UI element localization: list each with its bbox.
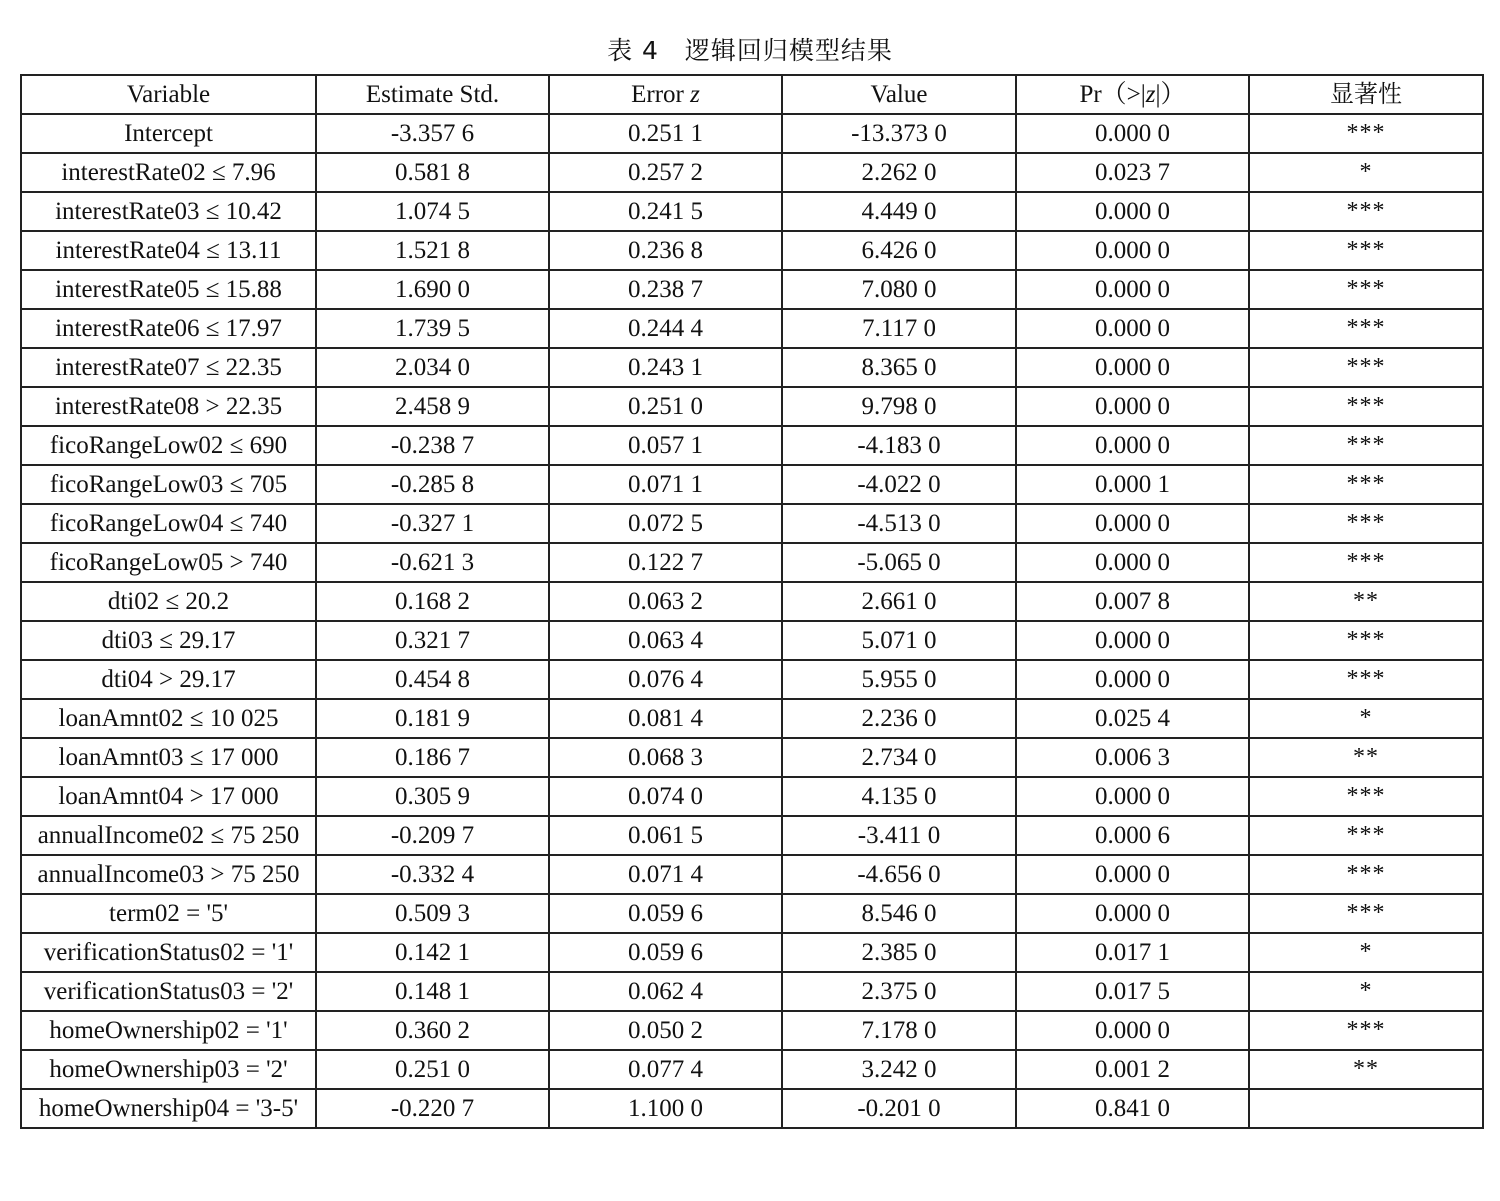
cell-significance: *** bbox=[1249, 543, 1483, 582]
cell-z-value: 2.375 0 bbox=[782, 972, 1016, 1011]
cell-std-error: 0.238 7 bbox=[549, 270, 782, 309]
cell-variable: ficoRangeLow02 ≤ 690 bbox=[21, 426, 316, 465]
cell-p-value: 0.000 0 bbox=[1016, 309, 1249, 348]
table-row bbox=[21, 387, 1483, 426]
table-row bbox=[21, 738, 1483, 777]
cell-estimate: -0.332 4 bbox=[316, 855, 549, 894]
cell-variable: interestRate05 ≤ 15.88 bbox=[21, 270, 316, 309]
table-row bbox=[21, 309, 1483, 348]
cell-std-error: 0.063 4 bbox=[549, 621, 782, 660]
cell-estimate: 2.034 0 bbox=[316, 348, 549, 387]
cell-p-value: 0.000 0 bbox=[1016, 621, 1249, 660]
cell-std-error: 0.236 8 bbox=[549, 231, 782, 270]
cell-variable: ficoRangeLow05 > 740 bbox=[21, 543, 316, 582]
header-row bbox=[21, 75, 1483, 114]
cell-variable: term02 = '5' bbox=[21, 894, 316, 933]
cell-p-value: 0.000 0 bbox=[1016, 543, 1249, 582]
cell-variable: interestRate08 > 22.35 bbox=[21, 387, 316, 426]
cell-variable: dti03 ≤ 29.17 bbox=[21, 621, 316, 660]
cell-std-error: 0.081 4 bbox=[549, 699, 782, 738]
cell-z-value: 2.236 0 bbox=[782, 699, 1016, 738]
cell-variable: Intercept bbox=[21, 114, 316, 153]
cell-std-error: 0.071 1 bbox=[549, 465, 782, 504]
cell-significance: *** bbox=[1249, 621, 1483, 660]
cell-z-value: -4.656 0 bbox=[782, 855, 1016, 894]
table-row bbox=[21, 465, 1483, 504]
cell-p-value: 0.000 0 bbox=[1016, 114, 1249, 153]
cell-std-error: 0.063 2 bbox=[549, 582, 782, 621]
cell-p-value: 0.006 3 bbox=[1016, 738, 1249, 777]
cell-p-value: 0.000 6 bbox=[1016, 816, 1249, 855]
cell-p-value: 0.000 0 bbox=[1016, 504, 1249, 543]
cell-p-value: 0.007 8 bbox=[1016, 582, 1249, 621]
cell-std-error: 0.057 1 bbox=[549, 426, 782, 465]
cell-estimate: 0.186 7 bbox=[316, 738, 549, 777]
cell-p-value: 0.000 0 bbox=[1016, 348, 1249, 387]
cell-std-error: 0.059 6 bbox=[549, 894, 782, 933]
cell-significance: * bbox=[1249, 972, 1483, 1011]
cell-std-error: 1.100 0 bbox=[549, 1089, 782, 1128]
cell-std-error: 0.068 3 bbox=[549, 738, 782, 777]
cell-significance: *** bbox=[1249, 855, 1483, 894]
cell-variable: loanAmnt04 > 17 000 bbox=[21, 777, 316, 816]
cell-z-value: 6.426 0 bbox=[782, 231, 1016, 270]
cell-std-error: 0.243 1 bbox=[549, 348, 782, 387]
cell-std-error: 0.050 2 bbox=[549, 1011, 782, 1050]
cell-significance: * bbox=[1249, 153, 1483, 192]
cell-z-value: 8.365 0 bbox=[782, 348, 1016, 387]
cell-p-value: 0.841 0 bbox=[1016, 1089, 1249, 1128]
cell-significance: *** bbox=[1249, 1011, 1483, 1050]
cell-variable: annualIncome02 ≤ 75 250 bbox=[21, 816, 316, 855]
cell-estimate: -0.220 7 bbox=[316, 1089, 549, 1128]
cell-significance: *** bbox=[1249, 777, 1483, 816]
cell-variable: dti04 > 29.17 bbox=[21, 660, 316, 699]
cell-variable: homeOwnership02 = '1' bbox=[21, 1011, 316, 1050]
cell-p-value: 0.000 0 bbox=[1016, 855, 1249, 894]
cell-significance: *** bbox=[1249, 426, 1483, 465]
cell-std-error: 0.241 5 bbox=[549, 192, 782, 231]
cell-variable: verificationStatus03 = '2' bbox=[21, 972, 316, 1011]
cell-variable: homeOwnership03 = '2' bbox=[21, 1050, 316, 1089]
cell-p-value: 0.000 0 bbox=[1016, 777, 1249, 816]
cell-z-value: 7.080 0 bbox=[782, 270, 1016, 309]
cell-variable: interestRate04 ≤ 13.11 bbox=[21, 231, 316, 270]
cell-z-value: 7.117 0 bbox=[782, 309, 1016, 348]
table-row bbox=[21, 621, 1483, 660]
cell-significance: * bbox=[1249, 933, 1483, 972]
cell-estimate: -0.327 1 bbox=[316, 504, 549, 543]
table-body bbox=[21, 114, 1483, 1128]
table-row bbox=[21, 153, 1483, 192]
header-error-z-symbol: z bbox=[690, 81, 700, 108]
table-row bbox=[21, 543, 1483, 582]
table-row bbox=[21, 192, 1483, 231]
cell-estimate: -0.209 7 bbox=[316, 816, 549, 855]
header-pr bbox=[1016, 75, 1249, 114]
cell-z-value: 9.798 0 bbox=[782, 387, 1016, 426]
table-row bbox=[21, 777, 1483, 816]
cell-significance: *** bbox=[1249, 894, 1483, 933]
cell-estimate: -3.357 6 bbox=[316, 114, 549, 153]
cell-significance: *** bbox=[1249, 387, 1483, 426]
cell-z-value: 7.178 0 bbox=[782, 1011, 1016, 1050]
cell-z-value: 3.242 0 bbox=[782, 1050, 1016, 1089]
cell-significance: ** bbox=[1249, 582, 1483, 621]
cell-std-error: 0.062 4 bbox=[549, 972, 782, 1011]
regression-results-table bbox=[20, 74, 1484, 1129]
cell-std-error: 0.257 2 bbox=[549, 153, 782, 192]
cell-p-value: 0.001 2 bbox=[1016, 1050, 1249, 1089]
table-row bbox=[21, 504, 1483, 543]
cell-significance: ** bbox=[1249, 738, 1483, 777]
cell-variable: verificationStatus02 = '1' bbox=[21, 933, 316, 972]
cell-p-value: 0.000 0 bbox=[1016, 426, 1249, 465]
header-error-z bbox=[549, 75, 782, 114]
cell-estimate: -0.238 7 bbox=[316, 426, 549, 465]
cell-std-error: 0.072 5 bbox=[549, 504, 782, 543]
cell-estimate: 0.251 0 bbox=[316, 1050, 549, 1089]
cell-z-value: -13.373 0 bbox=[782, 114, 1016, 153]
cell-p-value: 0.000 1 bbox=[1016, 465, 1249, 504]
table-row bbox=[21, 114, 1483, 153]
cell-p-value: 0.000 0 bbox=[1016, 231, 1249, 270]
cell-variable: dti02 ≤ 20.2 bbox=[21, 582, 316, 621]
cell-z-value: 8.546 0 bbox=[782, 894, 1016, 933]
cell-std-error: 0.059 6 bbox=[549, 933, 782, 972]
cell-p-value: 0.017 5 bbox=[1016, 972, 1249, 1011]
cell-estimate: -0.285 8 bbox=[316, 465, 549, 504]
cell-p-value: 0.017 1 bbox=[1016, 933, 1249, 972]
cell-z-value: 4.449 0 bbox=[782, 192, 1016, 231]
table-row bbox=[21, 582, 1483, 621]
cell-p-value: 0.000 0 bbox=[1016, 192, 1249, 231]
cell-p-value: 0.000 0 bbox=[1016, 270, 1249, 309]
cell-p-value: 0.000 0 bbox=[1016, 660, 1249, 699]
table-row bbox=[21, 1089, 1483, 1128]
cell-std-error: 0.122 7 bbox=[549, 543, 782, 582]
cell-z-value: 2.661 0 bbox=[782, 582, 1016, 621]
cell-significance: *** bbox=[1249, 309, 1483, 348]
table-row bbox=[21, 1011, 1483, 1050]
table-row bbox=[21, 855, 1483, 894]
table-row bbox=[21, 816, 1483, 855]
table-row bbox=[21, 270, 1483, 309]
cell-significance: *** bbox=[1249, 231, 1483, 270]
cell-estimate: 0.321 7 bbox=[316, 621, 549, 660]
cell-variable: interestRate07 ≤ 22.35 bbox=[21, 348, 316, 387]
cell-variable: homeOwnership04 = '3-5' bbox=[21, 1089, 316, 1128]
header-pr-z-symbol: z bbox=[1145, 81, 1156, 108]
cell-estimate: 1.074 5 bbox=[316, 192, 549, 231]
header-value: Value bbox=[782, 75, 1016, 114]
cell-estimate: 0.181 9 bbox=[316, 699, 549, 738]
cell-variable: loanAmnt02 ≤ 10 025 bbox=[21, 699, 316, 738]
cell-significance: *** bbox=[1249, 660, 1483, 699]
cell-significance: *** bbox=[1249, 270, 1483, 309]
cell-z-value: 2.262 0 bbox=[782, 153, 1016, 192]
cell-std-error: 0.074 0 bbox=[549, 777, 782, 816]
table-row bbox=[21, 972, 1483, 1011]
table-row bbox=[21, 933, 1483, 972]
cell-variable: interestRate02 ≤ 7.96 bbox=[21, 153, 316, 192]
table-row bbox=[21, 426, 1483, 465]
table-title: 逻辑回归模型结果 bbox=[684, 36, 893, 65]
cell-z-value: 2.734 0 bbox=[782, 738, 1016, 777]
cell-estimate: 0.454 8 bbox=[316, 660, 549, 699]
cell-estimate: 0.509 3 bbox=[316, 894, 549, 933]
header-pr-prefix: Pr（>| bbox=[1079, 81, 1146, 108]
table-caption bbox=[0, 34, 1500, 68]
cell-z-value: -3.411 0 bbox=[782, 816, 1016, 855]
table-row bbox=[21, 699, 1483, 738]
header-pr-suffix: |） bbox=[1155, 81, 1186, 108]
cell-variable: ficoRangeLow03 ≤ 705 bbox=[21, 465, 316, 504]
cell-z-value: -4.183 0 bbox=[782, 426, 1016, 465]
cell-estimate: 0.581 8 bbox=[316, 153, 549, 192]
cell-estimate: 1.739 5 bbox=[316, 309, 549, 348]
cell-variable: interestRate03 ≤ 10.42 bbox=[21, 192, 316, 231]
cell-significance: *** bbox=[1249, 348, 1483, 387]
cell-z-value: 4.135 0 bbox=[782, 777, 1016, 816]
cell-z-value: -5.065 0 bbox=[782, 543, 1016, 582]
cell-variable: interestRate06 ≤ 17.97 bbox=[21, 309, 316, 348]
cell-estimate: 1.521 8 bbox=[316, 231, 549, 270]
cell-p-value: 0.023 7 bbox=[1016, 153, 1249, 192]
header-variable: Variable bbox=[21, 75, 316, 114]
table-header bbox=[21, 75, 1483, 114]
table-row bbox=[21, 348, 1483, 387]
cell-std-error: 0.244 4 bbox=[549, 309, 782, 348]
table-row bbox=[21, 894, 1483, 933]
cell-significance: ** bbox=[1249, 1050, 1483, 1089]
cell-std-error: 0.077 4 bbox=[549, 1050, 782, 1089]
cell-significance: *** bbox=[1249, 816, 1483, 855]
cell-estimate: 1.690 0 bbox=[316, 270, 549, 309]
cell-significance: *** bbox=[1249, 192, 1483, 231]
cell-z-value: 5.071 0 bbox=[782, 621, 1016, 660]
table-row bbox=[21, 1050, 1483, 1089]
cell-variable: annualIncome03 > 75 250 bbox=[21, 855, 316, 894]
cell-p-value: 0.000 0 bbox=[1016, 1011, 1249, 1050]
cell-estimate: 0.142 1 bbox=[316, 933, 549, 972]
cell-estimate: -0.621 3 bbox=[316, 543, 549, 582]
cell-z-value: -0.201 0 bbox=[782, 1089, 1016, 1128]
cell-z-value: -4.022 0 bbox=[782, 465, 1016, 504]
table-row bbox=[21, 660, 1483, 699]
cell-estimate: 0.148 1 bbox=[316, 972, 549, 1011]
cell-significance: * bbox=[1249, 699, 1483, 738]
cell-std-error: 0.076 4 bbox=[549, 660, 782, 699]
table-number: 表 4 bbox=[607, 36, 659, 65]
cell-p-value: 0.000 0 bbox=[1016, 894, 1249, 933]
cell-significance bbox=[1249, 1089, 1483, 1128]
cell-std-error: 0.061 5 bbox=[549, 816, 782, 855]
cell-std-error: 0.251 0 bbox=[549, 387, 782, 426]
cell-z-value: 5.955 0 bbox=[782, 660, 1016, 699]
cell-estimate: 2.458 9 bbox=[316, 387, 549, 426]
cell-z-value: -4.513 0 bbox=[782, 504, 1016, 543]
cell-significance: *** bbox=[1249, 114, 1483, 153]
header-estimate: Estimate Std. bbox=[316, 75, 549, 114]
cell-std-error: 0.071 4 bbox=[549, 855, 782, 894]
cell-significance: *** bbox=[1249, 465, 1483, 504]
cell-p-value: 0.000 0 bbox=[1016, 387, 1249, 426]
table-row bbox=[21, 231, 1483, 270]
cell-std-error: 0.251 1 bbox=[549, 114, 782, 153]
cell-estimate: 0.305 9 bbox=[316, 777, 549, 816]
cell-significance: *** bbox=[1249, 504, 1483, 543]
cell-z-value: 2.385 0 bbox=[782, 933, 1016, 972]
cell-estimate: 0.360 2 bbox=[316, 1011, 549, 1050]
cell-variable: ficoRangeLow04 ≤ 740 bbox=[21, 504, 316, 543]
cell-variable: loanAmnt03 ≤ 17 000 bbox=[21, 738, 316, 777]
cell-p-value: 0.025 4 bbox=[1016, 699, 1249, 738]
header-significance: 显著性 bbox=[1249, 75, 1483, 114]
header-error-label: Error bbox=[631, 81, 691, 108]
cell-estimate: 0.168 2 bbox=[316, 582, 549, 621]
